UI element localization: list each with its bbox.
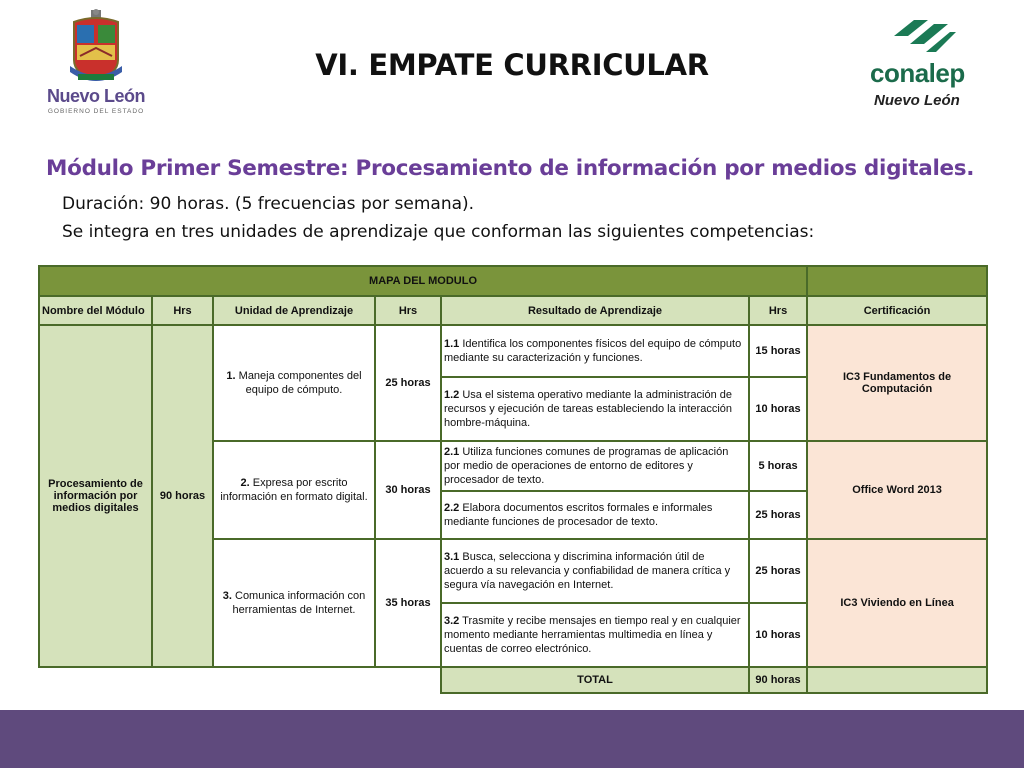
resultado-3-2-text: Trasmite y recibe mensajes en tiempo real y en cualquier momento mediante herramientas multimedia en línea y cuentas de correo electrónico.	[444, 615, 741, 655]
resultado-1-1-hrs: 15 horas	[749, 325, 807, 377]
page-title: VI. EMPATE CURRICULAR	[315, 48, 709, 82]
footer-band	[0, 710, 1024, 768]
header-resultado: Resultado de Aprendizaje	[441, 296, 749, 325]
resultado-2-1-num: 2.1	[444, 446, 460, 458]
conalep-mark-icon	[890, 14, 960, 54]
conalep-logo-state: Nuevo León	[874, 92, 960, 109]
duration-text: Duración: 90 horas. (5 frecuencias por semana).	[62, 194, 475, 214]
resultado-3-1-cell	[441, 539, 749, 603]
module-map-table	[38, 265, 988, 694]
resultado-2-2-text: Elabora documentos escritos formales e informales mediante funciones de procesador de texto.	[444, 502, 713, 528]
resultado-3-2-cell	[441, 603, 749, 667]
resultado-2-2-num: 2.2	[444, 502, 460, 514]
header-modulo: Nombre del Módulo	[39, 296, 152, 325]
cert-1-cell: IC3 Fundamentos de Computación	[807, 325, 987, 441]
resultado-2-1-hrs: 5 horas	[749, 441, 807, 491]
resultado-2-2-hrs: 25 horas	[749, 491, 807, 539]
unidad-3-hrs: 35 horas	[375, 539, 441, 667]
resultado-1-2-text: Usa el sistema operativo mediante la administración de recursos y ejecución de tareas estableciendo la interacción hombre-máquina.	[444, 389, 732, 429]
resultado-1-1-cell	[441, 325, 749, 377]
resultado-1-2-num: 1.2	[444, 389, 460, 401]
conalep-logo	[862, 14, 982, 114]
resultado-1-2-hrs: 10 horas	[749, 377, 807, 441]
unidad-1-num: 1.	[226, 370, 236, 382]
resultado-3-1-num: 3.1	[444, 551, 460, 563]
header-certificacion: Certificación	[807, 296, 987, 325]
resultado-2-1-text: Utiliza funciones comunes de programas de aplicación por medio de operaciones de entorno de editores y procesador de texto.	[444, 446, 729, 486]
modulo-name-cell: Procesamiento de información por medios digitales	[39, 325, 152, 667]
unidad-2-num: 2.	[240, 477, 250, 489]
resultado-1-1-text: Identifica los componentes físicos del equipo de cómputo mediante su caracterización y funciones.	[444, 338, 742, 364]
unidad-1-hrs: 25 horas	[375, 325, 441, 441]
total-empty-cell	[807, 667, 987, 693]
unidad-3-num: 3.	[222, 590, 232, 602]
modulo-hrs-cell: 90 horas	[152, 325, 213, 667]
resultado-2-1-cell	[441, 441, 749, 491]
unidad-3-cell	[213, 539, 375, 667]
total-label: TOTAL	[441, 667, 749, 693]
total-hrs: 90 horas	[749, 667, 807, 693]
table-title-corner	[807, 266, 987, 296]
unidad-1-cell	[213, 325, 375, 441]
resultado-3-2-hrs: 10 horas	[749, 603, 807, 667]
header-hrs-resultado: Hrs	[749, 296, 807, 325]
header-unidad: Unidad de Aprendizaje	[213, 296, 375, 325]
total-row-spacer	[39, 667, 441, 693]
resultado-3-1-text: Busca, selecciona y discrimina información útil de acuerdo a su relevancia y confiabilidad de manera crítica y segura vía navegación en Internet.	[444, 551, 731, 591]
nuevo-leon-logo-text: Nuevo León	[46, 86, 145, 106]
unidad-2-hrs: 30 horas	[375, 441, 441, 539]
description-text: Se integra en tres unidades de aprendizaje que conforman las siguientes competencias:	[62, 222, 815, 242]
nuevo-leon-logo-subtitle: GOBIERNO DEL ESTADO	[47, 108, 145, 115]
unidad-2-cell	[213, 441, 375, 539]
resultado-3-2-num: 3.2	[444, 615, 460, 627]
unidad-2-text: Expresa por escrito información en formato digital.	[220, 477, 368, 503]
header-hrs-unidad: Hrs	[375, 296, 441, 325]
resultado-3-1-hrs: 25 horas	[749, 539, 807, 603]
unidad-3-text: Comunica información con herramientas de Internet.	[232, 590, 366, 616]
resultado-1-1-num: 1.1	[444, 338, 460, 350]
cert-2-cell: Office Word 2013	[807, 441, 987, 539]
total-row	[39, 667, 987, 693]
module-map-table-wrapper	[38, 265, 986, 694]
conalep-logo-text: conalep	[870, 58, 965, 88]
table-title: MAPA DEL MODULO	[39, 266, 807, 296]
cert-3-cell: IC3 Viviendo en Línea	[807, 539, 987, 667]
module-subtitle: Módulo Primer Semestre: Procesamiento de información por medios digitales.	[46, 156, 975, 181]
header-hrs-modulo: Hrs	[152, 296, 213, 325]
resultado-1-2-cell	[441, 377, 749, 441]
table-row	[39, 325, 987, 377]
resultado-2-2-cell	[441, 491, 749, 539]
unidad-1-text: Maneja componentes del equipo de cómputo.	[238, 370, 362, 396]
